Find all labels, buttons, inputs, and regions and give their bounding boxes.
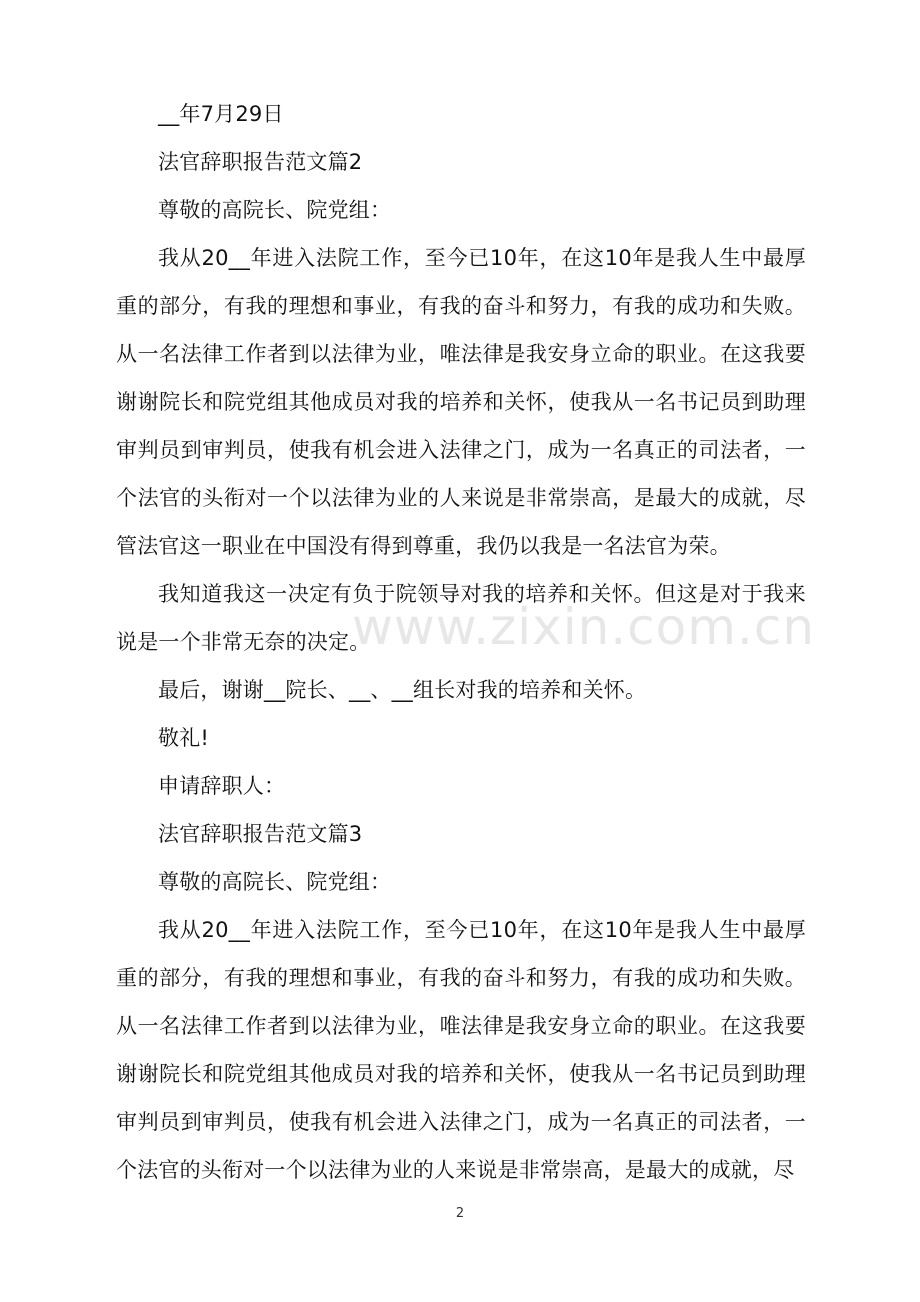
salutation: 尊敬的高院长、院党组： [158, 870, 392, 894]
watermark: www.zixin.com.cn [352, 598, 816, 656]
signature-line: 申请辞职人： [158, 774, 286, 798]
body-paragraph: 我从20__年进入法院工作，至今已10年，在这10年是我人生中最厚重的部分，有我的理想和事业，有我的奋斗和努力，有我的成功和失败。从一名法律工作者到以法律为业，唯法律是我安身立命的职业。在这我要谢谢院长和院党组其他成员对我的培养和关怀，使我从一名书记员到助理审判员到审判员，使我有机会进入法律之门，成为一名真正的司法者，一个法官的头衔对一个以法律为业的人来说是非常崇高，是最大的成就，尽 [116, 918, 806, 1182]
body-paragraph: 最后，谢谢__院长、__、__组长对我的培养和关怀。 [158, 678, 647, 702]
body-paragraph: 我知道我这一决定有负于院领导对我的培养和关怀。但这是对于我来说是一个非常无奈的决定。 [116, 582, 806, 654]
salutation: 尊敬的高院长、院党组： [158, 198, 392, 222]
document-body [116, 90, 806, 1194]
page-number: 2 [455, 1206, 465, 1221]
closing: 敬礼! [158, 726, 210, 750]
body-paragraph: 我从20__年进入法院工作，至今已10年，在这10年是我人生中最厚重的部分，有我的理想和事业，有我的奋斗和努力，有我的成功和失败。从一名法律工作者到以法律为业，唯法律是我安身立命的职业。在这我要谢谢院长和院党组其他成员对我的培养和关怀，使我从一名书记员到助理审判员到审判员，使我有机会进入法律之门，成为一名真正的司法者，一个法官的头衔对一个以法律为业的人来说是非常崇高，是最大的成就，尽管法官这一职业在中国没有得到尊重，我仍以我是一名法官为荣。 [116, 246, 806, 558]
section-heading-2: 法官辞职报告范文篇2 [158, 150, 363, 174]
date-line: __年7月29日 [158, 102, 284, 126]
section-heading-3: 法官辞职报告范文篇3 [158, 822, 363, 846]
